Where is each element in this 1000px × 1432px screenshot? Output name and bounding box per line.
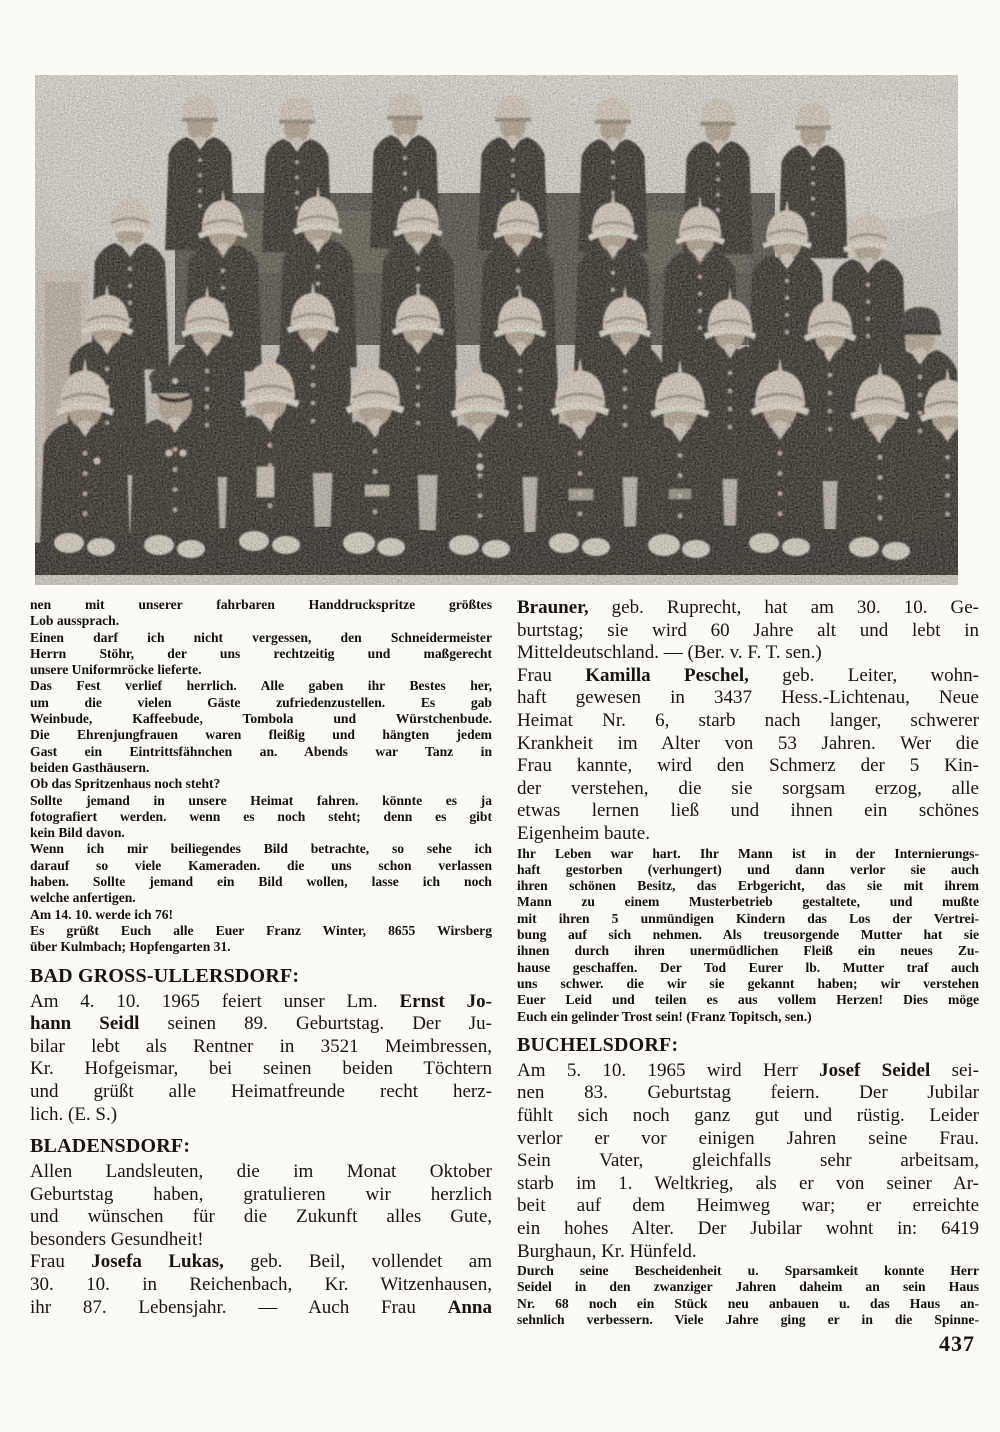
text-line: beit auf dem Heimweg war; er erreichte [517,1195,979,1217]
text-line: 30. 10. in Reichenbach, Kr. Witzenhausen, [30,1274,492,1296]
text-line: welche anfertigen. [30,890,136,906]
text-line: fotografiert werden. wenn es noch steht; denn es gibt [30,808,492,824]
text-line: Am 4. 10. 1965 feiert unser Lm. Ernst Jo- [30,990,492,1012]
text-line: Sein Vater, gleichfalls sehr arbeitsam, [517,1150,979,1172]
paragraph [30,841,492,906]
paragraph [517,1060,979,1263]
text-line: Euer Leid und teilen es aus vollem Herzen! Dies möge [517,992,979,1008]
text-line: Burghaun, Kr. Hünfeld. [517,1240,697,1262]
text-line: burtstag; sie wird 60 Jahre alt und lebt in [517,619,979,641]
text-line: ein hohes Alter. Der Jubilar wohnt in: 6419 [517,1217,979,1239]
left-column [30,597,492,1319]
text-line: ihr 87. Lebensjahr. — Auch Frau Anna [30,1296,492,1318]
text-line: hann Seidl seinen 89. Geburtstag. Der Ju- [30,1013,492,1035]
group-photo-image [35,75,958,585]
text-line: haft gewesen in 3437 Hess.-Lichtenau, Neue [517,687,979,709]
text-line: bilar lebt als Rentner in 3521 Meimbressen, [30,1035,492,1057]
text-line: Ihr Leben war hart. Ihr Mann ist in der Internierungs- [517,845,979,861]
text-line: Das Fest verlief herrlich. Alle gaben ihr Bestes her, [30,678,492,694]
text-line: beiden Gasthäusern. [30,759,150,775]
text-line: etwas lernen ließ und ihnen ein schönes [517,800,979,822]
paragraph [30,776,492,792]
text-line: Frau Kamilla Peschel, geb. Leiter, wohn- [517,664,980,686]
paragraph [517,846,979,1025]
paragraph [30,630,492,679]
text-line: unsere Uniformröcke lieferte. [30,662,202,678]
text-line: Krankheit im Alter von 53 Jahren. Wer die [517,732,979,754]
text-line: Wenn ich mir beiliegendes Bild betrachte, so sehe ich [30,841,492,857]
text-line: haft gestorben (verhungert) und dann verlor sie auch [517,861,979,877]
group-photo [35,75,958,585]
text-line: bung auf sich nehmen. Als treusorgende Mutter hat sie [517,927,979,943]
section-heading: BAD GROSS-ULLERSDORF: [30,964,300,987]
text-line: haben. Sollte jemand ein Bild wollen, lasse ich noch [30,874,492,890]
text-line: Durch seine Bescheidenheit u. Sparsamkeit konnte Herr [517,1263,979,1279]
text-line: Frau kannte, wird den Schmerz der 5 Kin- [517,755,979,777]
text-line: Seidel in den zwanziger Jahren daheim an sein Haus [517,1279,979,1295]
page-number: 437 [939,1331,975,1356]
text-line: Euch ein gelinder Trost sein! (Franz Topitsch, sen.) [517,1008,812,1024]
paragraph [30,991,492,1127]
text-line: Am 14. 10. werde ich 76! [30,906,174,922]
text-line: Lob aussprach. [30,613,120,629]
text-line: mit ihren 5 unmündigen Kindern das Los der Vertrei- [517,910,979,926]
text-line: Eigenheim baute. [517,822,650,844]
text-line: um die vielen Gäste zufriedenzustellen. Es gab [30,694,492,710]
text-line: der verstehen, die sie sorgsam erzog, alle [517,777,979,799]
text-line: Einen darf ich nicht vergessen, den Schneidermeister [30,629,492,645]
section-heading: BLADENSDORF: [30,1135,191,1158]
text-line: Kr. Hofgeismar, bei seinen beiden Töchtern [30,1058,492,1080]
text-line: Sollte jemand in unsere Heimat fahren. könnte es ja [30,792,492,808]
text-line: und grüßt alle Heimatfreunde recht herz- [30,1080,492,1102]
text-line: darauf so viele Kameraden. die uns schon verlassen [30,857,492,873]
text-line: über Kulmbach; Hopfengarten 31. [30,939,231,955]
paragraph [30,907,492,923]
paragraph [30,597,492,630]
text-line: Geburtstag haben, gratulieren wir herzlich [30,1183,492,1205]
text-line: Nr. 68 noch ein Stück neu anbauen u. das Haus an- [517,1295,979,1311]
text-line: Es grüßt Euch alle Euer Franz Winter, 8655 Wirsberg [30,922,492,938]
text-line: Die Ehrenjungfrauen waren fleißig und hängten jedem [30,727,492,743]
text-line: Am 5. 10. 1965 wird Herr Josef Seidel sei- [517,1059,980,1081]
text-line: lich. (E. S.) [30,1103,118,1125]
text-line: Gast ein Eintrittsfähnchen an. Abends war Tanz in [30,743,492,759]
section-heading: BUCHELSDORF: [517,1033,679,1056]
paragraph [30,678,492,776]
text-line: ihnen durch ihren unermüdlichen Fleiß ein neues Zu- [517,943,979,959]
paragraph [30,1161,492,1251]
paragraph [517,597,979,665]
paragraph [30,1251,492,1319]
paragraph [30,923,492,956]
text-line: kein Bild davon. [30,825,125,841]
text-line: Brauner, geb. Ruprecht, hat am 30. 10. Ge- [517,597,979,618]
paragraph [517,665,979,846]
text-line: ihren schönen Besitz, das Erbgericht, das sie mit ihrem [517,878,979,894]
text-line: uns schwer. die wir sie gekannt haben; wir verstehen [517,975,979,991]
text-line: sehnlich verbessern. Viele Jahre ging er in die Spinne- [517,1312,979,1328]
text-line: und wünschen für die Zukunft alles Gute, [30,1206,492,1228]
text-line: nen 83. Geburtstag feiern. Der Jubilar [517,1082,979,1104]
text-line: Mitteldeutschland. — (Ber. v. F. T. sen.) [517,642,822,664]
paragraph [30,793,492,842]
text-line: Allen Landsleuten, die im Monat Oktober [30,1161,492,1183]
right-column [517,597,979,1328]
text-line: Weinbude, Kaffeebude, Tombola und Würstchenbude. [30,711,492,727]
text-line: Ob das Spritzenhaus noch steht? [30,776,221,792]
text-line: verlor er vor einigen Jahren seine Frau. [517,1127,979,1149]
text-line: starb im 1. Weltkrieg, als er von seiner Ar- [517,1172,979,1194]
text-line: hause geschaffen. Der Tod Eurer lb. Mutter traf auch [517,959,979,975]
halftone-grain-light [35,75,958,585]
text-line: fühlt sich noch ganz gut und rüstig. Leider [517,1104,979,1126]
text-line: besonders Gesundheit! [30,1228,204,1250]
paragraph [517,1263,979,1328]
text-line: Mann zu einem Musterbetrieb gestaltete, und mußte [517,894,979,910]
text-line: Herrn Stöhr, der uns rechtzeitig und maßgerecht [30,645,492,661]
text-line: nen mit unserer fahrbaren Handdruckspritze größtes [30,597,492,612]
text-line: Heimat Nr. 6, starb nach langer, schwerer [517,709,979,731]
text-line: Frau Josefa Lukas, geb. Beil, vollendet am [30,1251,493,1273]
